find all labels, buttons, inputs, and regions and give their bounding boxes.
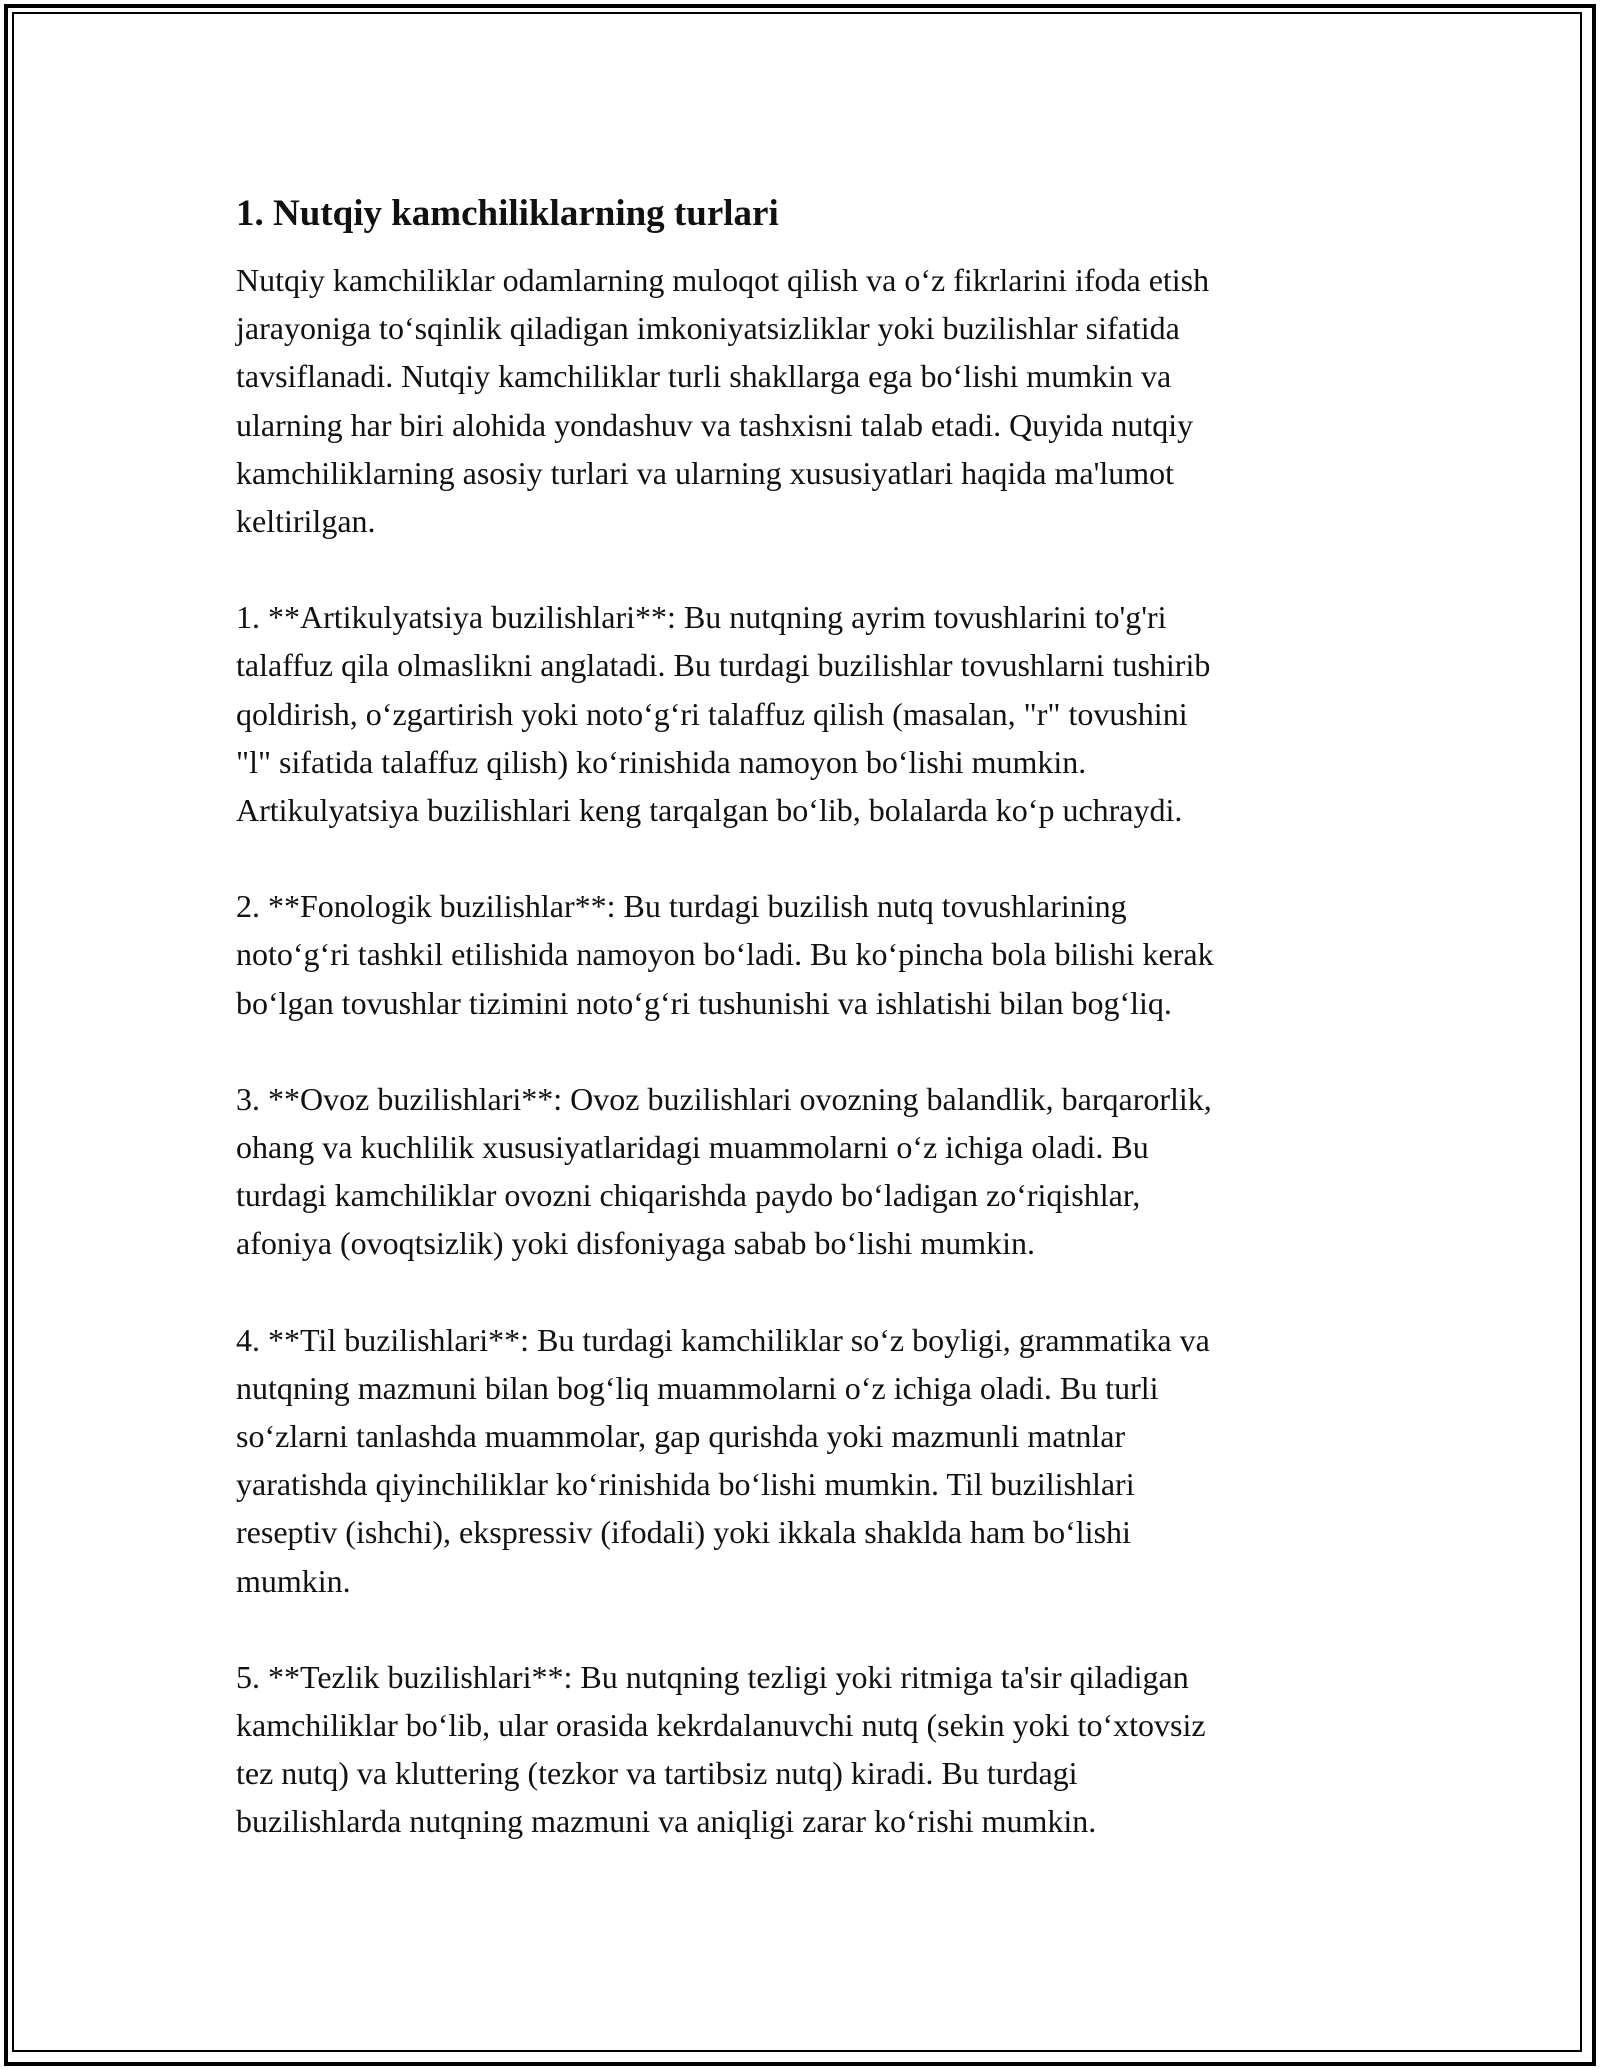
spacer	[236, 242, 1366, 256]
text-line: 1. **Artikulyatsiya buzilishlari**: Bu nutqning ayrim tovushlarini to'g'ri	[236, 599, 1167, 636]
text-line: so‘zlarni tanlashda muammolar, gap qurishda yoki mazmunli matnlar	[236, 1418, 1126, 1455]
list-item-fluency	[236, 1653, 1366, 1846]
text-line: tez nutq) va kluttering (tezkor va tartibsiz nutq) kiradi. Bu turdagi	[236, 1755, 1078, 1792]
text-line: afoniya (ovoqtsizlik) yoki disfoniyaga sabab bo‘lishi mumkin.	[236, 1225, 1035, 1262]
text-line: tavsiflanadi. Nutqiy kamchiliklar turli shakllarga ega bo‘lishi mumkin va	[236, 358, 1172, 395]
document-body	[236, 186, 1366, 1846]
list-item-voice	[236, 1075, 1366, 1268]
spacer	[236, 545, 1366, 593]
text-line: jarayoniga to‘sqinlik qiladigan imkoniyatsizliklar yoki buzilishlar sifatida	[236, 310, 1180, 347]
list-item-articulation	[236, 593, 1366, 834]
text-line: buzilishlarda nutqning mazmuni va aniqligi zarar ko‘rishi mumkin.	[236, 1803, 1097, 1840]
text-line: 5. **Tezlik buzilishlari**: Bu nutqning tezligi yoki ritmiga ta'sir qiladigan	[236, 1658, 1189, 1695]
text-line: 2. **Fonologik buzilishlar**: Bu turdagi buzilish nutq tovushlarining	[236, 888, 1127, 925]
text-line: 4. **Til buzilishlari**: Bu turdagi kamchiliklar so‘z boyligi, grammatika va	[236, 1321, 1210, 1358]
text-line: reseptiv (ishchi), ekspressiv (ifodali) yoki ikkala shaklda ham bo‘lishi	[236, 1514, 1131, 1551]
text-line: turdagi kamchiliklar ovozni chiqarishda paydo bo‘ladigan zo‘riqishlar,	[236, 1177, 1141, 1214]
text-line: Nutqiy kamchiliklar odamlarning muloqot qilish va o‘z fikrlarini ifoda etish	[236, 262, 1210, 298]
text-line: kamchiliklar bo‘lib, ular orasida kekrdalanuvchi nutq (sekin yoki to‘xtovsiz	[236, 1707, 1206, 1744]
text-line: talaffuz qila olmaslikni anglatadi. Bu turdagi buzilishlar tovushlarni tushirib	[236, 647, 1211, 684]
spacer	[236, 834, 1366, 882]
spacer	[236, 1268, 1366, 1316]
text-line: ohang va kuchlilik xususiyatlaridagi muammolarni o‘z ichiga oladi. Bu	[236, 1129, 1149, 1166]
text-line: mumkin.	[236, 1562, 351, 1599]
text-line: keltirilgan.	[236, 503, 376, 540]
spacer	[236, 1027, 1366, 1075]
text-line: qoldirish, o‘zgartirish yoki noto‘g‘ri talaffuz qilish (masalan, "r" tovushini	[236, 695, 1188, 732]
spacer	[236, 1605, 1366, 1653]
text-line: ularning har biri alohida yondashuv va tashxisni talab etadi. Quyida nutqiy	[236, 406, 1194, 443]
list-item-language	[236, 1316, 1366, 1605]
intro-paragraph	[236, 256, 1366, 545]
section-heading: 1. Nutqiy kamchiliklarning turlari	[236, 193, 779, 234]
text-line: Artikulyatsiya buzilishlari keng tarqalgan bo‘lib, bolalarda ko‘p uchraydi.	[236, 792, 1183, 829]
text-line: noto‘g‘ri tashkil etilishida namoyon bo‘ladi. Bu ko‘pincha bola bilishi kerak	[236, 936, 1214, 973]
text-line: 3. **Ovoz buzilishlari**: Ovoz buzilishlari ovozning balandlik, barqarorlik,	[236, 1080, 1212, 1117]
text-line: bo‘lgan tovushlar tizimini noto‘g‘ri tushunishi va ishlatishi bilan bog‘liq.	[236, 984, 1172, 1021]
text-line: "l" sifatida talaffuz qilish) ko‘rinishida namoyon bo‘lishi mumkin.	[236, 743, 1087, 780]
text-line: kamchiliklarning asosiy turlari va ularning xususiyatlari haqida ma'lumot	[236, 454, 1174, 491]
text-line: yaratishda qiyinchiliklar ko‘rinishida bo‘lishi mumkin. Til buzilishlari	[236, 1466, 1135, 1503]
list-item-phonological	[236, 882, 1366, 1027]
text-line: nutqning mazmuni bilan bog‘liq muammolarni o‘z ichiga oladi. Bu turli	[236, 1369, 1159, 1406]
